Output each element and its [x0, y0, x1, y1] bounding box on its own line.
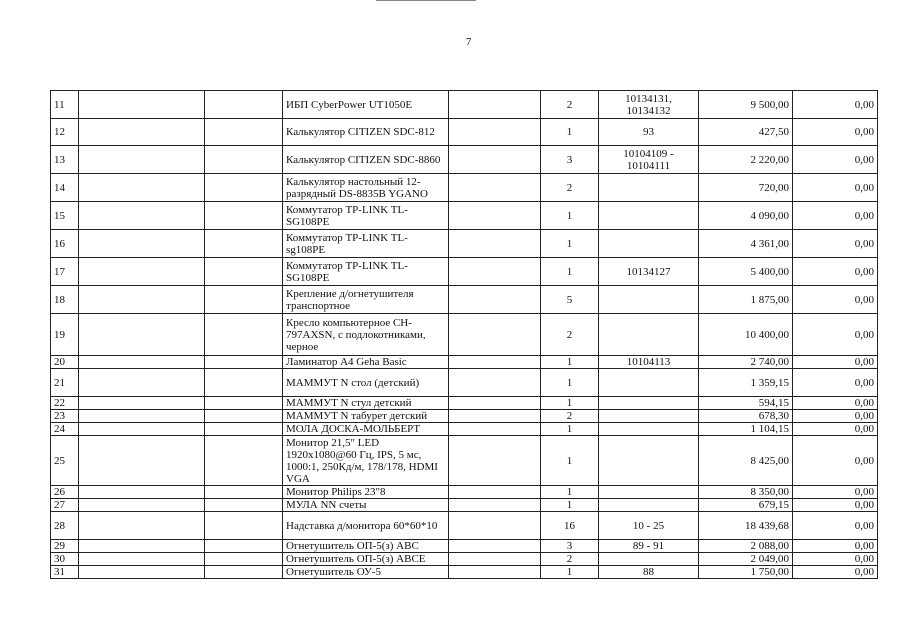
item-cost: 8 425,00	[699, 436, 793, 486]
empty-cell	[205, 369, 283, 397]
table-row	[51, 119, 878, 146]
empty-cell	[449, 486, 541, 499]
inventory-number	[599, 436, 699, 486]
empty-cell	[205, 230, 283, 258]
item-quantity: 1	[541, 356, 599, 369]
inventory-number	[599, 486, 699, 499]
item-cost: 5 400,00	[699, 258, 793, 286]
item-cost: 427,50	[699, 119, 793, 146]
residual-value: 0,00	[793, 540, 878, 553]
inventory-number: 10104113	[599, 356, 699, 369]
item-name: Калькулятор CITIZEN SDC-812	[283, 119, 449, 146]
item-name: Надставка д/монитора 60*60*10	[283, 512, 449, 540]
empty-cell	[205, 356, 283, 369]
residual-value: 0,00	[793, 174, 878, 202]
empty-cell	[449, 91, 541, 119]
residual-value: 0,00	[793, 146, 878, 174]
empty-cell	[205, 286, 283, 314]
empty-cell	[79, 410, 205, 423]
row-number: 16	[51, 230, 79, 258]
residual-value: 0,00	[793, 423, 878, 436]
row-number: 14	[51, 174, 79, 202]
empty-cell	[205, 146, 283, 174]
item-quantity: 1	[541, 258, 599, 286]
row-number: 17	[51, 258, 79, 286]
inventory-table	[50, 90, 878, 579]
item-name: Монитор 21,5" LED 1920x1080@60 Гц, IPS, 5 мс, 1000:1, 250Кд/м, 178/178, HDMI VGA	[283, 436, 449, 486]
item-name: МАММУТ N стул детский	[283, 397, 449, 410]
item-quantity: 3	[541, 146, 599, 174]
inventory-number: 93	[599, 119, 699, 146]
row-number: 27	[51, 499, 79, 512]
empty-cell	[79, 119, 205, 146]
empty-cell	[449, 553, 541, 566]
row-number: 26	[51, 486, 79, 499]
residual-value: 0,00	[793, 119, 878, 146]
item-cost: 4 090,00	[699, 202, 793, 230]
item-cost: 8 350,00	[699, 486, 793, 499]
inventory-number	[599, 369, 699, 397]
top-edge-mark	[376, 0, 476, 1]
table-row	[51, 566, 878, 579]
table-row	[51, 258, 878, 286]
empty-cell	[449, 286, 541, 314]
row-number: 23	[51, 410, 79, 423]
item-name: Огнетушитель ОУ-5	[283, 566, 449, 579]
empty-cell	[205, 540, 283, 553]
residual-value: 0,00	[793, 202, 878, 230]
empty-cell	[79, 146, 205, 174]
item-name: МОЛА ДОСКА-МОЛЬБЕРТ	[283, 423, 449, 436]
empty-cell	[449, 397, 541, 410]
inventory-number: 89 - 91	[599, 540, 699, 553]
empty-cell	[205, 258, 283, 286]
inventory-number	[599, 553, 699, 566]
table-row	[51, 174, 878, 202]
row-number: 24	[51, 423, 79, 436]
empty-cell	[205, 423, 283, 436]
row-number: 31	[51, 566, 79, 579]
item-quantity: 1	[541, 397, 599, 410]
empty-cell	[449, 202, 541, 230]
table-row	[51, 499, 878, 512]
item-quantity: 3	[541, 540, 599, 553]
empty-cell	[205, 486, 283, 499]
empty-cell	[449, 566, 541, 579]
item-name: Калькулятор CITIZEN SDC-8860	[283, 146, 449, 174]
table-row	[51, 146, 878, 174]
item-cost: 18 439,68	[699, 512, 793, 540]
item-cost: 2 740,00	[699, 356, 793, 369]
empty-cell	[205, 397, 283, 410]
empty-cell	[79, 540, 205, 553]
empty-cell	[79, 356, 205, 369]
empty-cell	[449, 174, 541, 202]
item-name: Кресло компьютерное CH-797AXSN, с подлокотниками, черное	[283, 314, 449, 356]
item-quantity: 1	[541, 423, 599, 436]
empty-cell	[449, 119, 541, 146]
row-number: 15	[51, 202, 79, 230]
table-row	[51, 486, 878, 499]
row-number: 25	[51, 436, 79, 486]
item-quantity: 2	[541, 91, 599, 119]
row-number: 21	[51, 369, 79, 397]
empty-cell	[449, 314, 541, 356]
row-number: 12	[51, 119, 79, 146]
empty-cell	[449, 356, 541, 369]
item-quantity: 1	[541, 119, 599, 146]
row-number: 29	[51, 540, 79, 553]
empty-cell	[205, 91, 283, 119]
inventory-number	[599, 423, 699, 436]
item-quantity: 5	[541, 286, 599, 314]
row-number: 28	[51, 512, 79, 540]
residual-value: 0,00	[793, 512, 878, 540]
row-number: 22	[51, 397, 79, 410]
table-row	[51, 410, 878, 423]
item-quantity: 1	[541, 369, 599, 397]
residual-value: 0,00	[793, 314, 878, 356]
item-name: МУЛА NN счеты	[283, 499, 449, 512]
empty-cell	[205, 202, 283, 230]
empty-cell	[79, 566, 205, 579]
table-row	[51, 356, 878, 369]
empty-cell	[79, 91, 205, 119]
table-row	[51, 230, 878, 258]
empty-cell	[79, 397, 205, 410]
row-number: 19	[51, 314, 79, 356]
inventory-number: 10134127	[599, 258, 699, 286]
empty-cell	[79, 486, 205, 499]
item-cost: 10 400,00	[699, 314, 793, 356]
item-cost: 594,15	[699, 397, 793, 410]
empty-cell	[79, 230, 205, 258]
item-quantity: 2	[541, 314, 599, 356]
empty-cell	[79, 258, 205, 286]
empty-cell	[205, 553, 283, 566]
item-cost: 2 220,00	[699, 146, 793, 174]
empty-cell	[79, 314, 205, 356]
inventory-number	[599, 410, 699, 423]
empty-cell	[449, 499, 541, 512]
empty-cell	[205, 512, 283, 540]
empty-cell	[449, 230, 541, 258]
item-name: Ламинатор А4 Geha Basic	[283, 356, 449, 369]
item-cost: 678,30	[699, 410, 793, 423]
empty-cell	[79, 174, 205, 202]
empty-cell	[205, 436, 283, 486]
table-row	[51, 423, 878, 436]
residual-value: 0,00	[793, 397, 878, 410]
table-row	[51, 91, 878, 119]
inventory-number	[599, 499, 699, 512]
residual-value: 0,00	[793, 230, 878, 258]
table-row	[51, 436, 878, 486]
item-cost: 1 104,15	[699, 423, 793, 436]
empty-cell	[449, 410, 541, 423]
inventory-number	[599, 174, 699, 202]
row-number: 18	[51, 286, 79, 314]
residual-value: 0,00	[793, 553, 878, 566]
inventory-number	[599, 286, 699, 314]
empty-cell	[79, 286, 205, 314]
residual-value: 0,00	[793, 356, 878, 369]
inventory-number: 10134131, 10134132	[599, 91, 699, 119]
residual-value: 0,00	[793, 410, 878, 423]
item-quantity: 1	[541, 499, 599, 512]
item-cost: 1 875,00	[699, 286, 793, 314]
inventory-number	[599, 397, 699, 410]
table-body	[51, 91, 878, 579]
item-cost: 9 500,00	[699, 91, 793, 119]
item-quantity: 2	[541, 174, 599, 202]
page-number: 7	[466, 36, 472, 48]
empty-cell	[79, 369, 205, 397]
item-quantity: 1	[541, 436, 599, 486]
table-row	[51, 540, 878, 553]
item-cost: 1 750,00	[699, 566, 793, 579]
item-name: ИБП CyberPower UT1050E	[283, 91, 449, 119]
inventory-number	[599, 202, 699, 230]
table-row	[51, 202, 878, 230]
item-cost: 720,00	[699, 174, 793, 202]
table-row	[51, 286, 878, 314]
row-number: 13	[51, 146, 79, 174]
item-quantity: 16	[541, 512, 599, 540]
item-quantity: 2	[541, 553, 599, 566]
empty-cell	[449, 436, 541, 486]
item-quantity: 1	[541, 230, 599, 258]
item-name: Монитор Philips 23"8	[283, 486, 449, 499]
inventory-number: 10104109 - 10104111	[599, 146, 699, 174]
inventory-number: 88	[599, 566, 699, 579]
table-row	[51, 512, 878, 540]
empty-cell	[205, 566, 283, 579]
residual-value: 0,00	[793, 258, 878, 286]
item-quantity: 1	[541, 202, 599, 230]
item-name: Крепление д/огнетушителя транспортное	[283, 286, 449, 314]
item-cost: 679,15	[699, 499, 793, 512]
item-name: Коммутатор TP-LINK TL-SG108PE	[283, 258, 449, 286]
empty-cell	[449, 540, 541, 553]
table-row	[51, 397, 878, 410]
inventory-number: 10 - 25	[599, 512, 699, 540]
empty-cell	[79, 202, 205, 230]
empty-cell	[79, 423, 205, 436]
item-quantity: 2	[541, 410, 599, 423]
inventory-number	[599, 314, 699, 356]
item-name: Огнетушитель ОП-5(з) АВС	[283, 540, 449, 553]
empty-cell	[205, 499, 283, 512]
item-cost: 4 361,00	[699, 230, 793, 258]
item-cost: 1 359,15	[699, 369, 793, 397]
table-row	[51, 369, 878, 397]
item-name: МАММУТ N стол (детский)	[283, 369, 449, 397]
empty-cell	[79, 512, 205, 540]
empty-cell	[79, 553, 205, 566]
item-name: МАММУТ N табурет детский	[283, 410, 449, 423]
residual-value: 0,00	[793, 566, 878, 579]
residual-value: 0,00	[793, 369, 878, 397]
inventory-number	[599, 230, 699, 258]
item-quantity: 1	[541, 566, 599, 579]
row-number: 30	[51, 553, 79, 566]
item-cost: 2 088,00	[699, 540, 793, 553]
empty-cell	[79, 499, 205, 512]
item-name: Коммутатор TP-LINK TL-SG108PE	[283, 202, 449, 230]
empty-cell	[205, 314, 283, 356]
table-row	[51, 553, 878, 566]
empty-cell	[449, 146, 541, 174]
empty-cell	[205, 119, 283, 146]
empty-cell	[449, 423, 541, 436]
empty-cell	[205, 410, 283, 423]
table-row	[51, 314, 878, 356]
item-quantity: 1	[541, 486, 599, 499]
residual-value: 0,00	[793, 91, 878, 119]
row-number: 11	[51, 91, 79, 119]
item-name: Коммутатор TP-LINK TL-sg108PE	[283, 230, 449, 258]
row-number: 20	[51, 356, 79, 369]
empty-cell	[79, 436, 205, 486]
empty-cell	[449, 258, 541, 286]
item-name: Огнетушитель ОП-5(з) АВСЕ	[283, 553, 449, 566]
residual-value: 0,00	[793, 499, 878, 512]
empty-cell	[205, 174, 283, 202]
item-cost: 2 049,00	[699, 553, 793, 566]
item-name: Калькулятор настольный 12-разрядный DS-8835B YGANO	[283, 174, 449, 202]
residual-value: 0,00	[793, 286, 878, 314]
residual-value: 0,00	[793, 486, 878, 499]
empty-cell	[449, 512, 541, 540]
empty-cell	[449, 369, 541, 397]
residual-value: 0,00	[793, 436, 878, 486]
